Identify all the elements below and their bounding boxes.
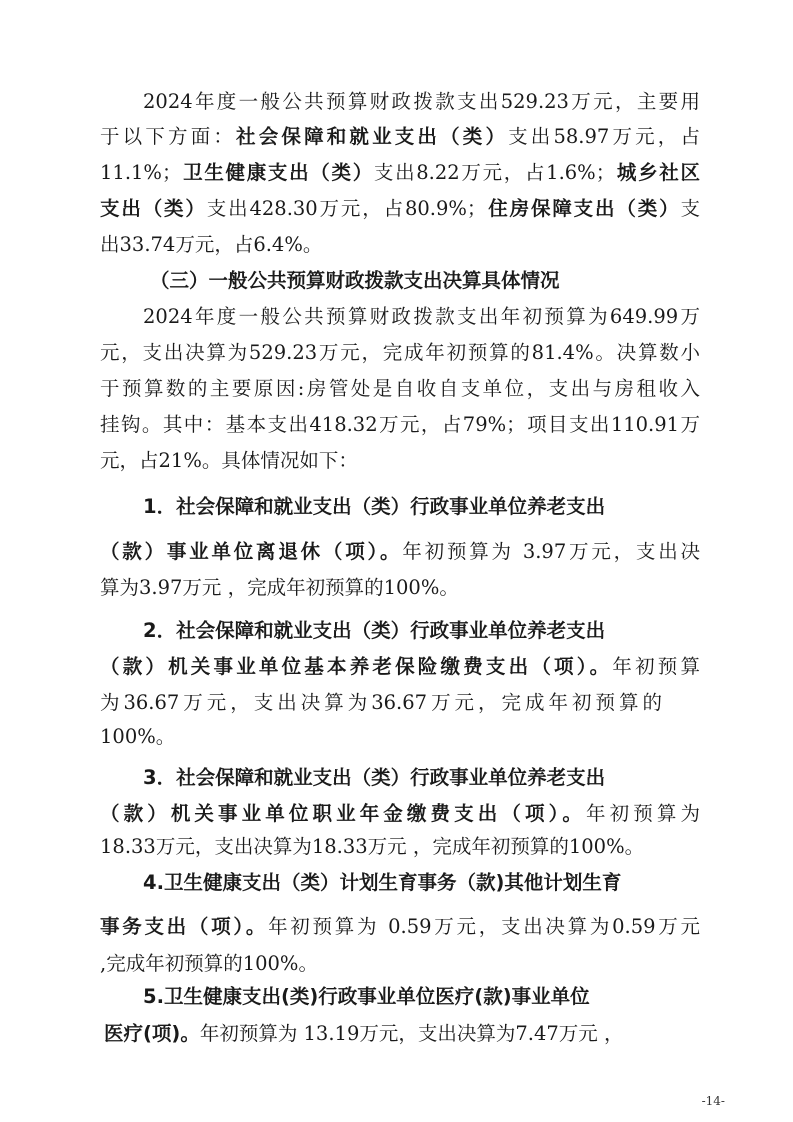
item3-line3: 18.33万元，支出决算为18.33万元 ，完成年初预算的100%。: [100, 835, 645, 858]
item1-line2: （款）事业单位离退休（项）。年初预算为 3.97万元，支出决: [100, 540, 700, 563]
item4-title: 4.卫生健康支出（类）计划生育事务（款)其他计划生育: [143, 871, 622, 894]
para2-line3: 于预算数的主要原因:房管处是自收自支单位，支出与房租收入: [100, 377, 700, 400]
item4-line3: ,完成年初预算的100%。: [100, 952, 318, 975]
item2-line2: （款）机关事业单位基本养老保险缴费支出（项）。年初预算: [100, 655, 700, 678]
item3-title: 3．社会保障和就业支出（类）行政事业单位养老支出: [143, 766, 606, 789]
item1-title: 1．社会保障和就业支出（类）行政事业单位养老支出: [143, 495, 606, 518]
para2-line1: 2024年度一般公共预算财政拨款支出年初预算为649.99万: [143, 305, 700, 328]
item1-line3: 算为3.97万元 ，完成年初预算的100%。: [100, 576, 459, 599]
para1-line3: 11.1%；卫生健康支出（类）支出8.22万元，占1.6%；城乡社区: [100, 161, 700, 184]
para2-line5: 元，占21%。具体情况如下：: [100, 449, 358, 472]
item4-line2: 事务支出（项）。年初预算为 0.59万元，支出决算为0.59万元: [100, 915, 700, 938]
para1-line5: 出33.74万元，占6.4%。: [100, 233, 323, 256]
item2-line3: 为36.67万元，支出决算为36.67万元，完成年初预算的: [100, 691, 662, 714]
section-heading-3: （三）一般公共预算财政拨款支出决算具体情况: [150, 269, 560, 292]
para1-line1: 2024年度一般公共预算财政拨款支出529.23万元，主要用: [143, 90, 700, 113]
item2-line4: 100%。: [100, 725, 176, 748]
para1-line4: 支出（类）支出428.30万元，占80.9%；住房保障支出（类）支: [100, 197, 700, 220]
item5-title: 5.卫生健康支出(类)行政事业单位医疗(款)事业单位: [143, 985, 590, 1008]
page-number: -14-: [701, 1094, 725, 1108]
item5-line2: 医疗(项)。年初预算为 13.19万元，支出决算为7.47万元 ，: [104, 1022, 624, 1045]
item2-title: 2．社会保障和就业支出（类）行政事业单位养老支出: [143, 619, 606, 642]
item3-line2: （款）机关事业单位职业年金缴费支出（项）。年初预算为: [100, 802, 700, 825]
para2-line2: 元，支出决算为529.23万元，完成年初预算的81.4%。决算数小: [100, 341, 700, 364]
para2-line4: 挂钩。其中：基本支出418.32万元，占79%；项目支出110.91万: [100, 413, 700, 436]
para1-line2: 于以下方面：社会保障和就业支出（类）支出58.97万元，占: [100, 125, 700, 148]
